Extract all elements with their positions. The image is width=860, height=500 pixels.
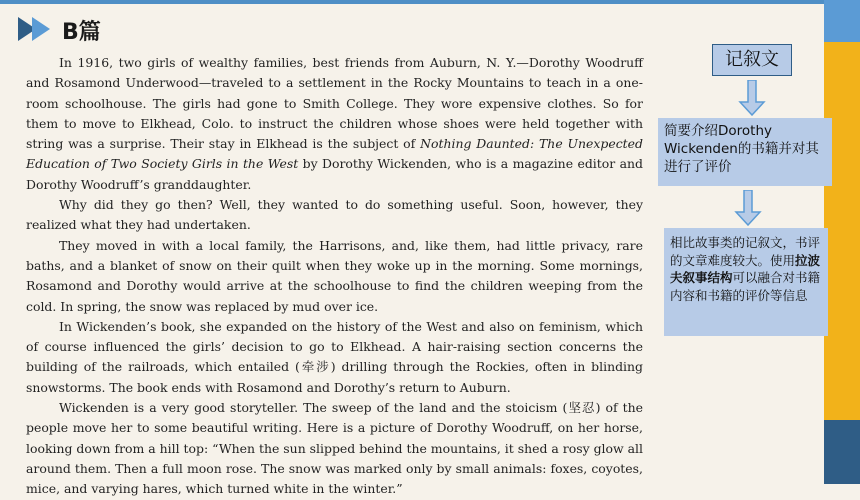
right-accent-top	[824, 0, 860, 42]
section-title: B篇	[62, 20, 101, 45]
paragraph-4: In Wickenden’s book, she expanded on the history of the West and also on feminism, which of course influenced the girls’ decision to go to Elkhead. A hair-raising section concerns the building of the railroads, which entailed (牵涉) drilling through the Rockies, often in blinding snowstorms. The book ends with Rosamond and Dorothy’s return to Auburn.	[26, 318, 643, 395]
genre-box: 记叙文	[712, 44, 792, 76]
paragraph-3: They moved in with a local family, the Harrisons, and, like them, had little privacy, rare baths, and a blanket of snow on their quilt when they woke up in the morning. Some mornings, Rosamond and Dorothy would arrive at the schoolhouse to find the children weeping from the cold. In spring, the snow was replaced by mud over ice.	[26, 237, 643, 314]
paragraph-2: Why did they go then? Well, they wanted to do something useful. Soon, however, they realized what they had undertaken.	[26, 197, 643, 233]
analysis-text: 相比故事类的记叙文，书评的文章难度较大。使用	[670, 235, 821, 268]
down-arrow-icon	[734, 190, 762, 226]
paragraph-5: Wickenden is a very good storyteller. The sweep of the land and the stoicism (坚忍) of the people move her to some beautiful writing. Here is a picture of Dorothy Woodruff, on her horse, looking down from a hill top: “When the sun slipped behind the mountains, it shed a rosy glow all around them. Then a full moon rose. The snow was marked only by small animals: foxes, coyotes, mice, and varying hares, which turned white in the winter.”	[26, 400, 643, 497]
top-accent-bar	[0, 0, 860, 4]
paragraph-text: by Dorothy Wickenden, who is a magazine editor and Dorothy Woodruff’s granddaughter.	[26, 156, 643, 192]
triangle-icon	[32, 17, 50, 41]
analysis-box	[664, 228, 828, 336]
intro-box: 简要介绍Dorothy Wickenden的书籍并对其进行了评价	[658, 118, 832, 186]
down-arrow-icon	[738, 80, 766, 116]
paragraph-text: In 1916, two girls of wealthy families, best friends from Auburn, N. Y.—Dorothy Woodruff and Rosamond Underwood—traveled to a settlement in the Rocky Mountains to teach in a one-room schoolhouse. The girls had gone to Smith College. They wore expensive clothes. So for them to move to Elkhead, Colo. to instruct the children whose shoes were held together with string was a surprise. Their stay in Elkhead is the subject of	[26, 55, 643, 152]
section-header	[18, 10, 138, 44]
right-accent-bottom	[824, 420, 860, 484]
analysis-emphasis: 拉波夫叙事结构	[670, 252, 821, 285]
paragraph-1	[26, 53, 643, 195]
article-text	[26, 53, 643, 500]
analysis-text: 可以融合对书籍内容和书籍的评价等信息	[670, 270, 821, 303]
right-accent-gold	[824, 42, 860, 472]
book-title: Nothing Daunted: The Unexpected Education of Two Society Girls in the West	[26, 136, 643, 172]
